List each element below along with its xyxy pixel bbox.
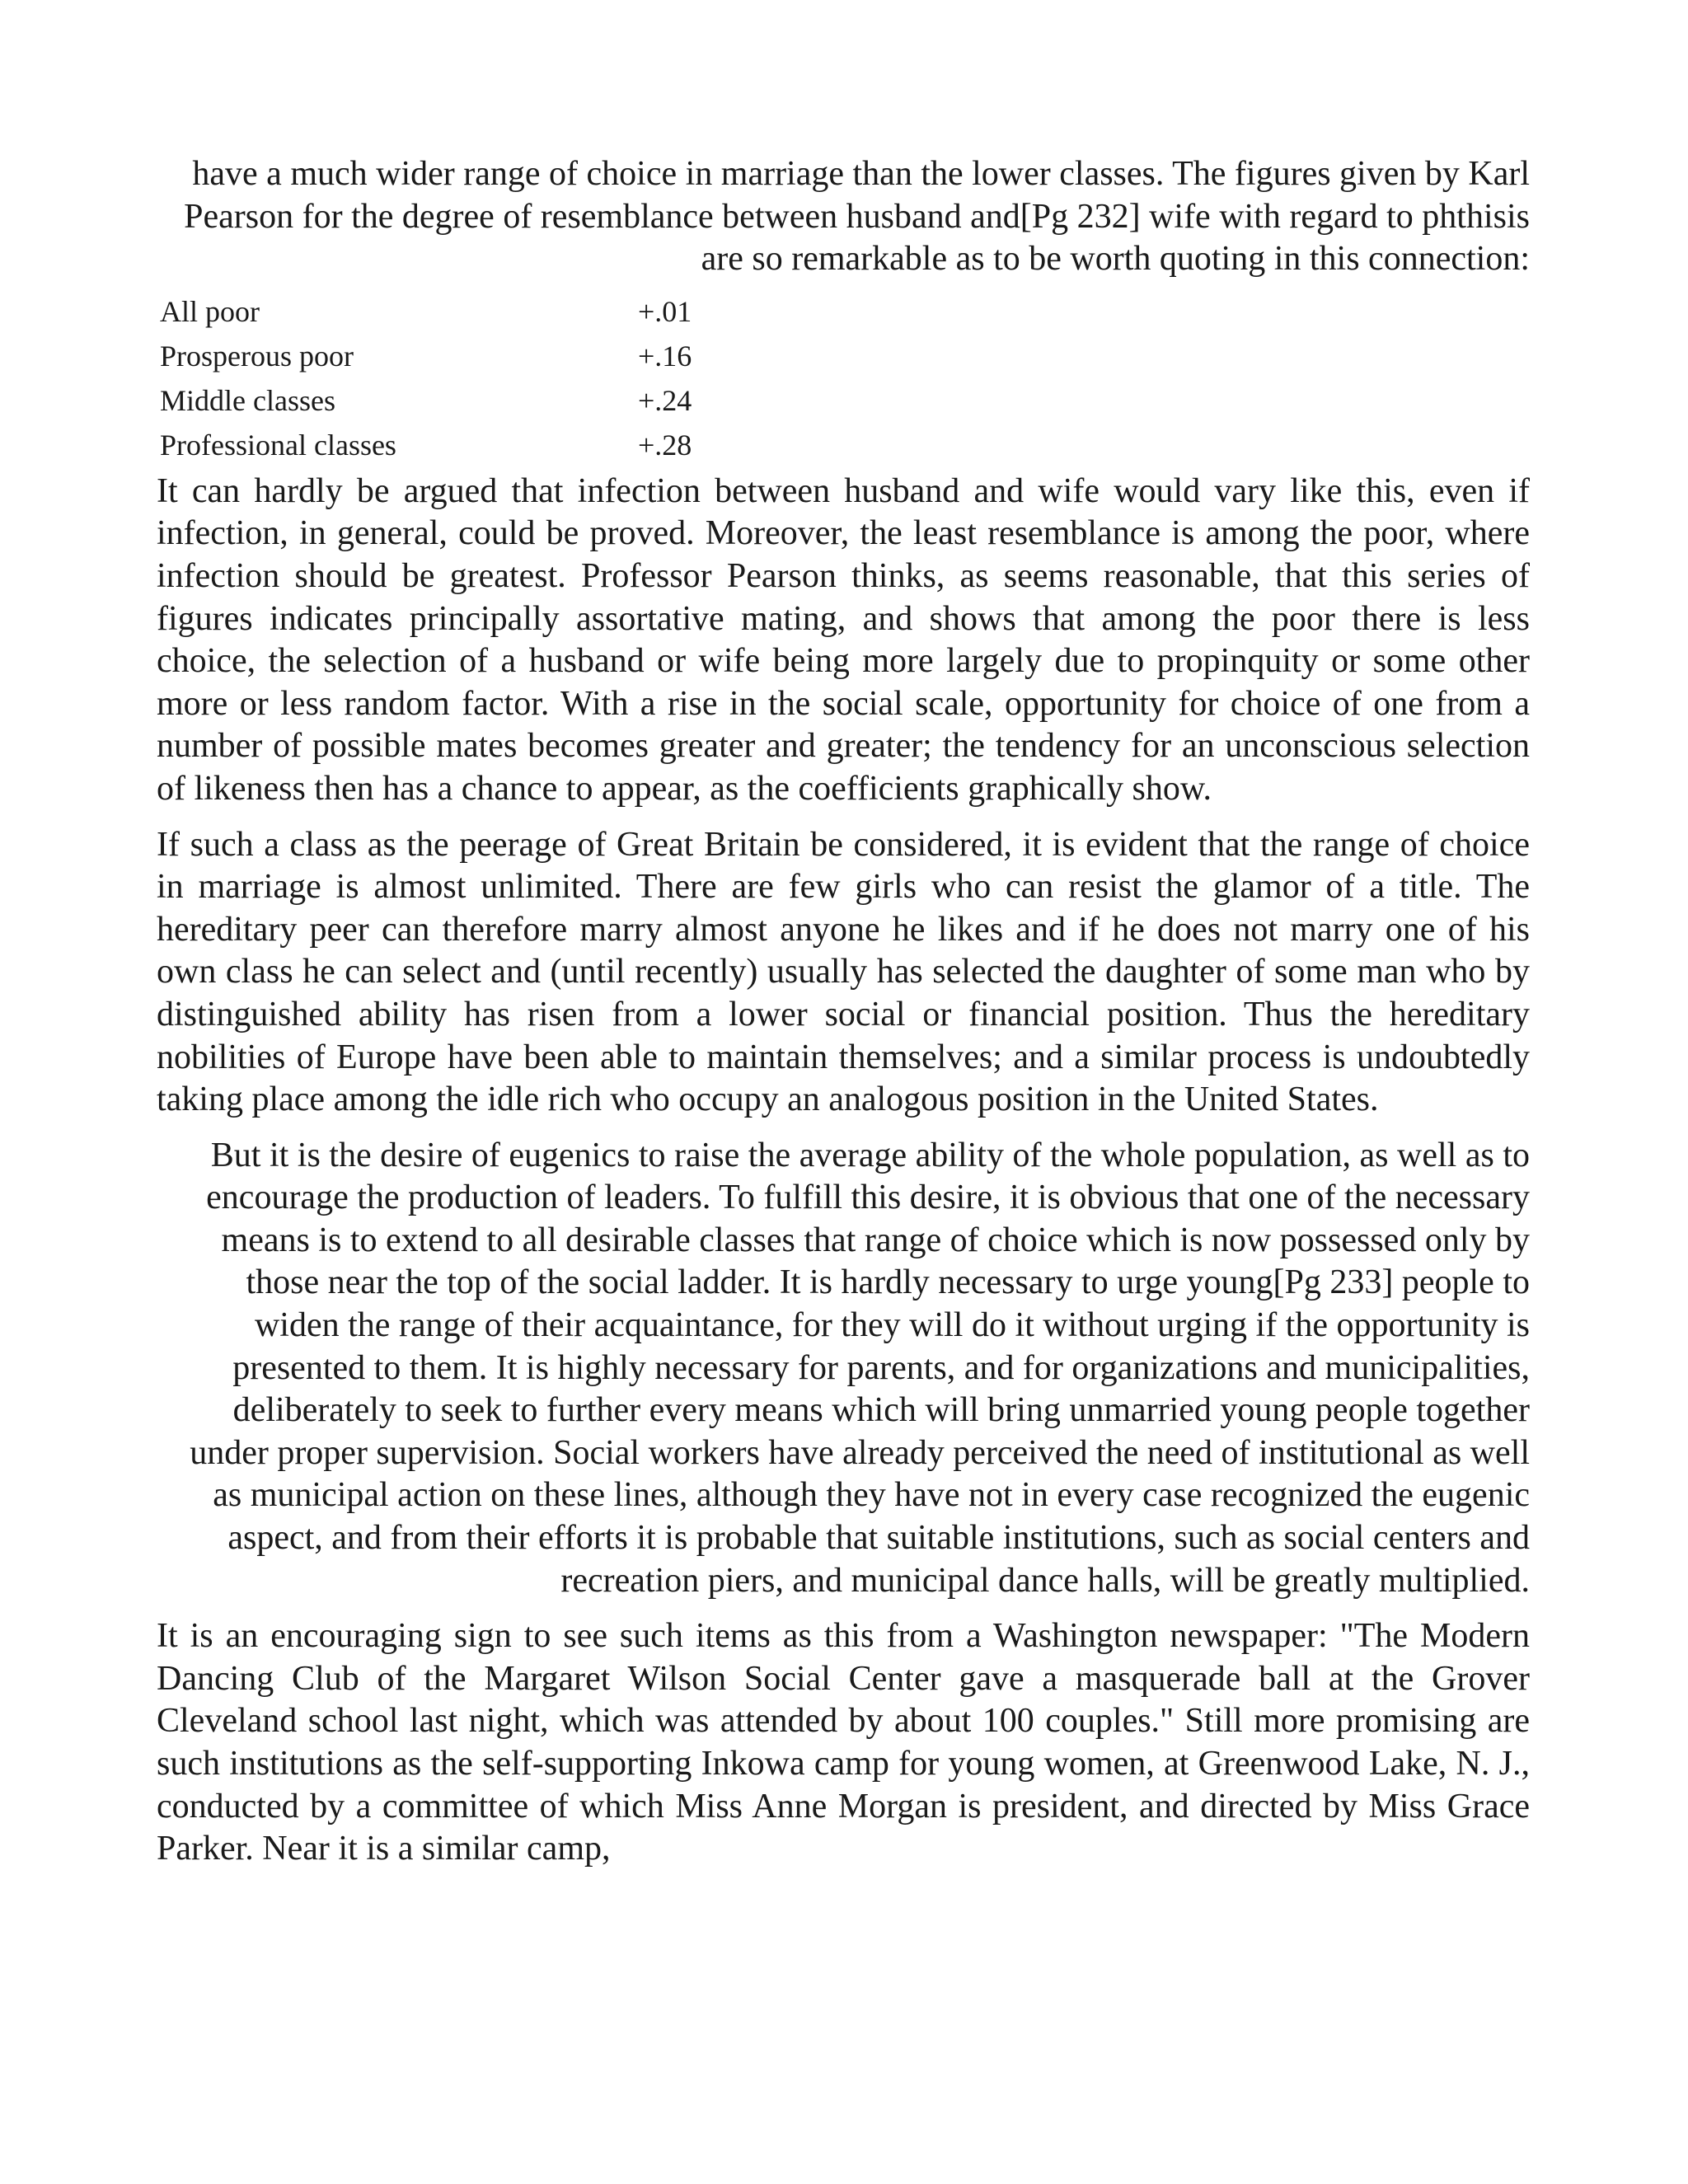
paragraph-intro: have a much wider range of choice in marriage than the lower classes. The figures given by Karl Pearson for the degree of resemblance between husband and[Pg 232] wife with regard to phthisis are so remarkable as to be worth quoting in this connection: [184,155,1530,279]
paragraph-eugenics: But it is the desire of eugenics to raise the average ability of the whole population, as well as to encourage the production of leaders. To fulfill this desire, it is obvious that one of the necessary means is to extend to all desirable classes that range of choice which is now possessed only by those near the top of the social ladder. It is hardly necessary to urge young[Pg 233] people to widen the range of their acquaintance, for they will do it without urging if the opportunity is presented to them. It is highly necessary for parents, and for organizations and municipalities, deliberately to seek to further every means which will bring unmarried young people together under proper supervision. Social workers have already perceived the need of institutional as well as municipal action on these lines, although they have not in every case recognized the eugenic aspect, and from their efforts it is probable that suitable institutions, such as social centers and recreation piers, and municipal dance halls, will be greatly multiplied. [190,1136,1530,1600]
row-value: +.01 [638,294,692,328]
row-label: Middle classes [160,383,335,417]
row-label: Professional classes [160,428,396,462]
row-value: +.28 [638,428,692,462]
resemblance-table [157,289,783,467]
table-row [157,289,783,334]
table-row [157,378,783,423]
row-value: +.24 [638,383,692,417]
row-label: All poor [160,294,260,328]
paragraph-infection: It can hardly be argued that infection between husband and wife would vary like this, even if infection, in general, could be proved. Moreover, the least resemblance is among the poor, where infection should be greatest. Professor Pearson thinks, as seems reasonable, that this series of figures indicates principally assortative mating, and shows that among the poor there is less choice, the selection of a husband or wife being more largely due to propinquity or some other more or less random factor. With a rise in the social scale, opportunity for choice of one from a number of possible mates becomes greater and greater; the tendency for an unconscious selection of likeness then has a chance to appear, as the coefficients graphically show. [157,471,1530,808]
paragraph-newspaper: It is an encouraging sign to see such items as this from a Washington newspaper: "The Modern Dancing Club of the Margaret Wilson Social Center gave a masquerade ball at the Grover Cleveland school last night, which was attended by about 100 couples." Still more promising are such institutions as the self-supporting Inkowa camp for young women, at Greenwood Lake, N. J., conducted by a committee of which Miss Anne Morgan is president, and directed by Miss Grace Parker. Near it is a similar camp, [157,1617,1530,1868]
row-value: +.16 [638,339,692,373]
row-label: Prosperous poor [160,339,354,373]
page-content [157,153,1530,1871]
table-row [157,334,783,378]
table-row [157,423,783,467]
paragraph-peerage: If such a class as the peerage of Great Britain be considered, it is evident that the range of choice in marriage is almost unlimited. There are few girls who can resist the glamor of a title. The hereditary peer can therefore marry almost anyone he likes and if he does not marry one of his own class he can select and (until recently) usually has selected the daughter of some man who by distinguished ability has risen from a lower social or financial position. Thus the hereditary nobilities of Europe have been able to maintain themselves; and a similar process is undoubtedly taking place among the idle rich who occupy an analogous position in the United States. [157,825,1530,1119]
